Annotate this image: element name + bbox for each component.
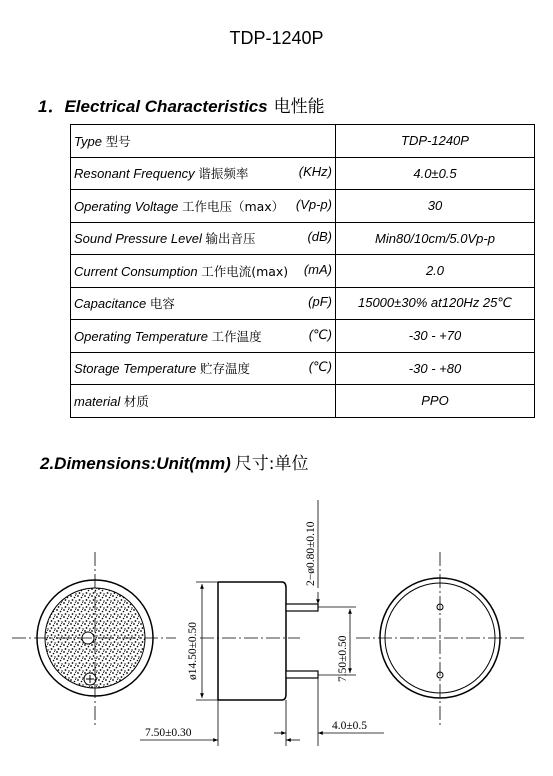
spec-parameter-cell (71, 352, 336, 385)
section-electrical-title-cn: 电性能 (273, 97, 325, 117)
spec-unit: (Vp-p) (295, 196, 332, 212)
bottom-view (356, 552, 526, 726)
pin-lower (286, 671, 318, 678)
spec-parameter-cell (71, 125, 336, 158)
spec-label: Sound Pressure Level (74, 231, 202, 247)
spec-label: Storage Temperature (74, 361, 197, 377)
spec-label: Operating Temperature (74, 328, 208, 344)
spec-parameter-cell (71, 385, 336, 418)
spec-label-cn: 输出音压 (205, 231, 256, 247)
spec-value: 2.0 (336, 255, 535, 288)
spec-unit: (KHz) (298, 164, 332, 180)
spec-parameter-cell (71, 190, 336, 223)
spec-parameter-cell (71, 255, 336, 288)
spec-unit: (dB) (307, 229, 332, 245)
spec-value: 15000±30% at120Hz 25℃ (336, 287, 535, 320)
spec-label: Type (74, 133, 102, 149)
spec-label-cn: 工作电流(max) (201, 263, 289, 279)
section-dimensions-title: 2.Dimensions:Unit(mm) (40, 454, 231, 473)
spec-row (71, 352, 535, 385)
side-view-body (218, 582, 286, 700)
spec-row (71, 320, 535, 353)
spec-row (71, 190, 535, 223)
spec-label: Capacitance (74, 296, 147, 312)
spec-unit: (℃) (308, 359, 332, 375)
spec-value: Min80/10cm/5.0Vp-p (336, 222, 535, 255)
spec-value: PPO (336, 385, 535, 418)
spec-row (71, 157, 535, 190)
spec-parameter-cell (71, 157, 336, 190)
spec-label: Resonant Frequency (74, 166, 195, 182)
spec-row (71, 255, 535, 288)
spec-row (71, 287, 535, 320)
spec-value: -30 - +80 (336, 352, 535, 385)
section-dimensions-heading (40, 449, 309, 474)
spec-value: 30 (336, 190, 535, 223)
spec-value: -30 - +70 (336, 320, 535, 353)
spec-row (71, 222, 535, 255)
page-title: TDP-1240P (229, 28, 324, 48)
spec-label: Current Consumption (74, 263, 198, 279)
spec-label-cn: 工作温度 (211, 328, 262, 344)
spec-label-cn: 电容 (149, 296, 175, 312)
spec-parameter-cell (71, 287, 336, 320)
spec-label-cn: 贮存温度 (200, 361, 251, 377)
spec-label: material (74, 393, 121, 409)
dimension-drawing (0, 490, 553, 776)
dim-pin-diameter-label: 2−ø0.80±0.10 (305, 521, 317, 586)
top-view (12, 552, 176, 726)
spec-parameter-cell (71, 222, 336, 255)
pin-upper (286, 604, 318, 611)
spec-row (71, 125, 535, 158)
spec-label-cn: 工作电压（max） (181, 198, 285, 214)
spec-value: TDP-1240P (336, 125, 535, 158)
section-electrical-heading (38, 92, 325, 117)
spec-label-cn: 谐振频率 (198, 166, 249, 182)
spec-parameter-cell (71, 320, 336, 353)
spec-value: 4.0±0.5 (336, 157, 535, 190)
spec-label-cn: 材质 (123, 393, 149, 409)
spec-unit: (℃) (308, 326, 332, 342)
dim-pin-spacing-label: 7.50±0.50 (337, 635, 349, 682)
spec-unit: (mA) (303, 261, 332, 277)
electrical-characteristics-table (70, 124, 535, 418)
section-dimensions-title-cn: 尺寸:单位 (234, 454, 309, 474)
dim-diameter-label: ø14.50±0.50 (187, 621, 199, 680)
spec-unit: (pF) (308, 294, 332, 310)
dim-lead-label: 4.0±0.5 (332, 720, 368, 732)
spec-row (71, 385, 535, 418)
side-view (140, 500, 384, 746)
spec-label: Operating Voltage (74, 198, 179, 214)
dim-height-label: 7.50±0.30 (145, 727, 192, 739)
spec-label-cn: 型号 (105, 133, 131, 149)
section-electrical-title: 1．Electrical Characteristics (38, 97, 268, 116)
